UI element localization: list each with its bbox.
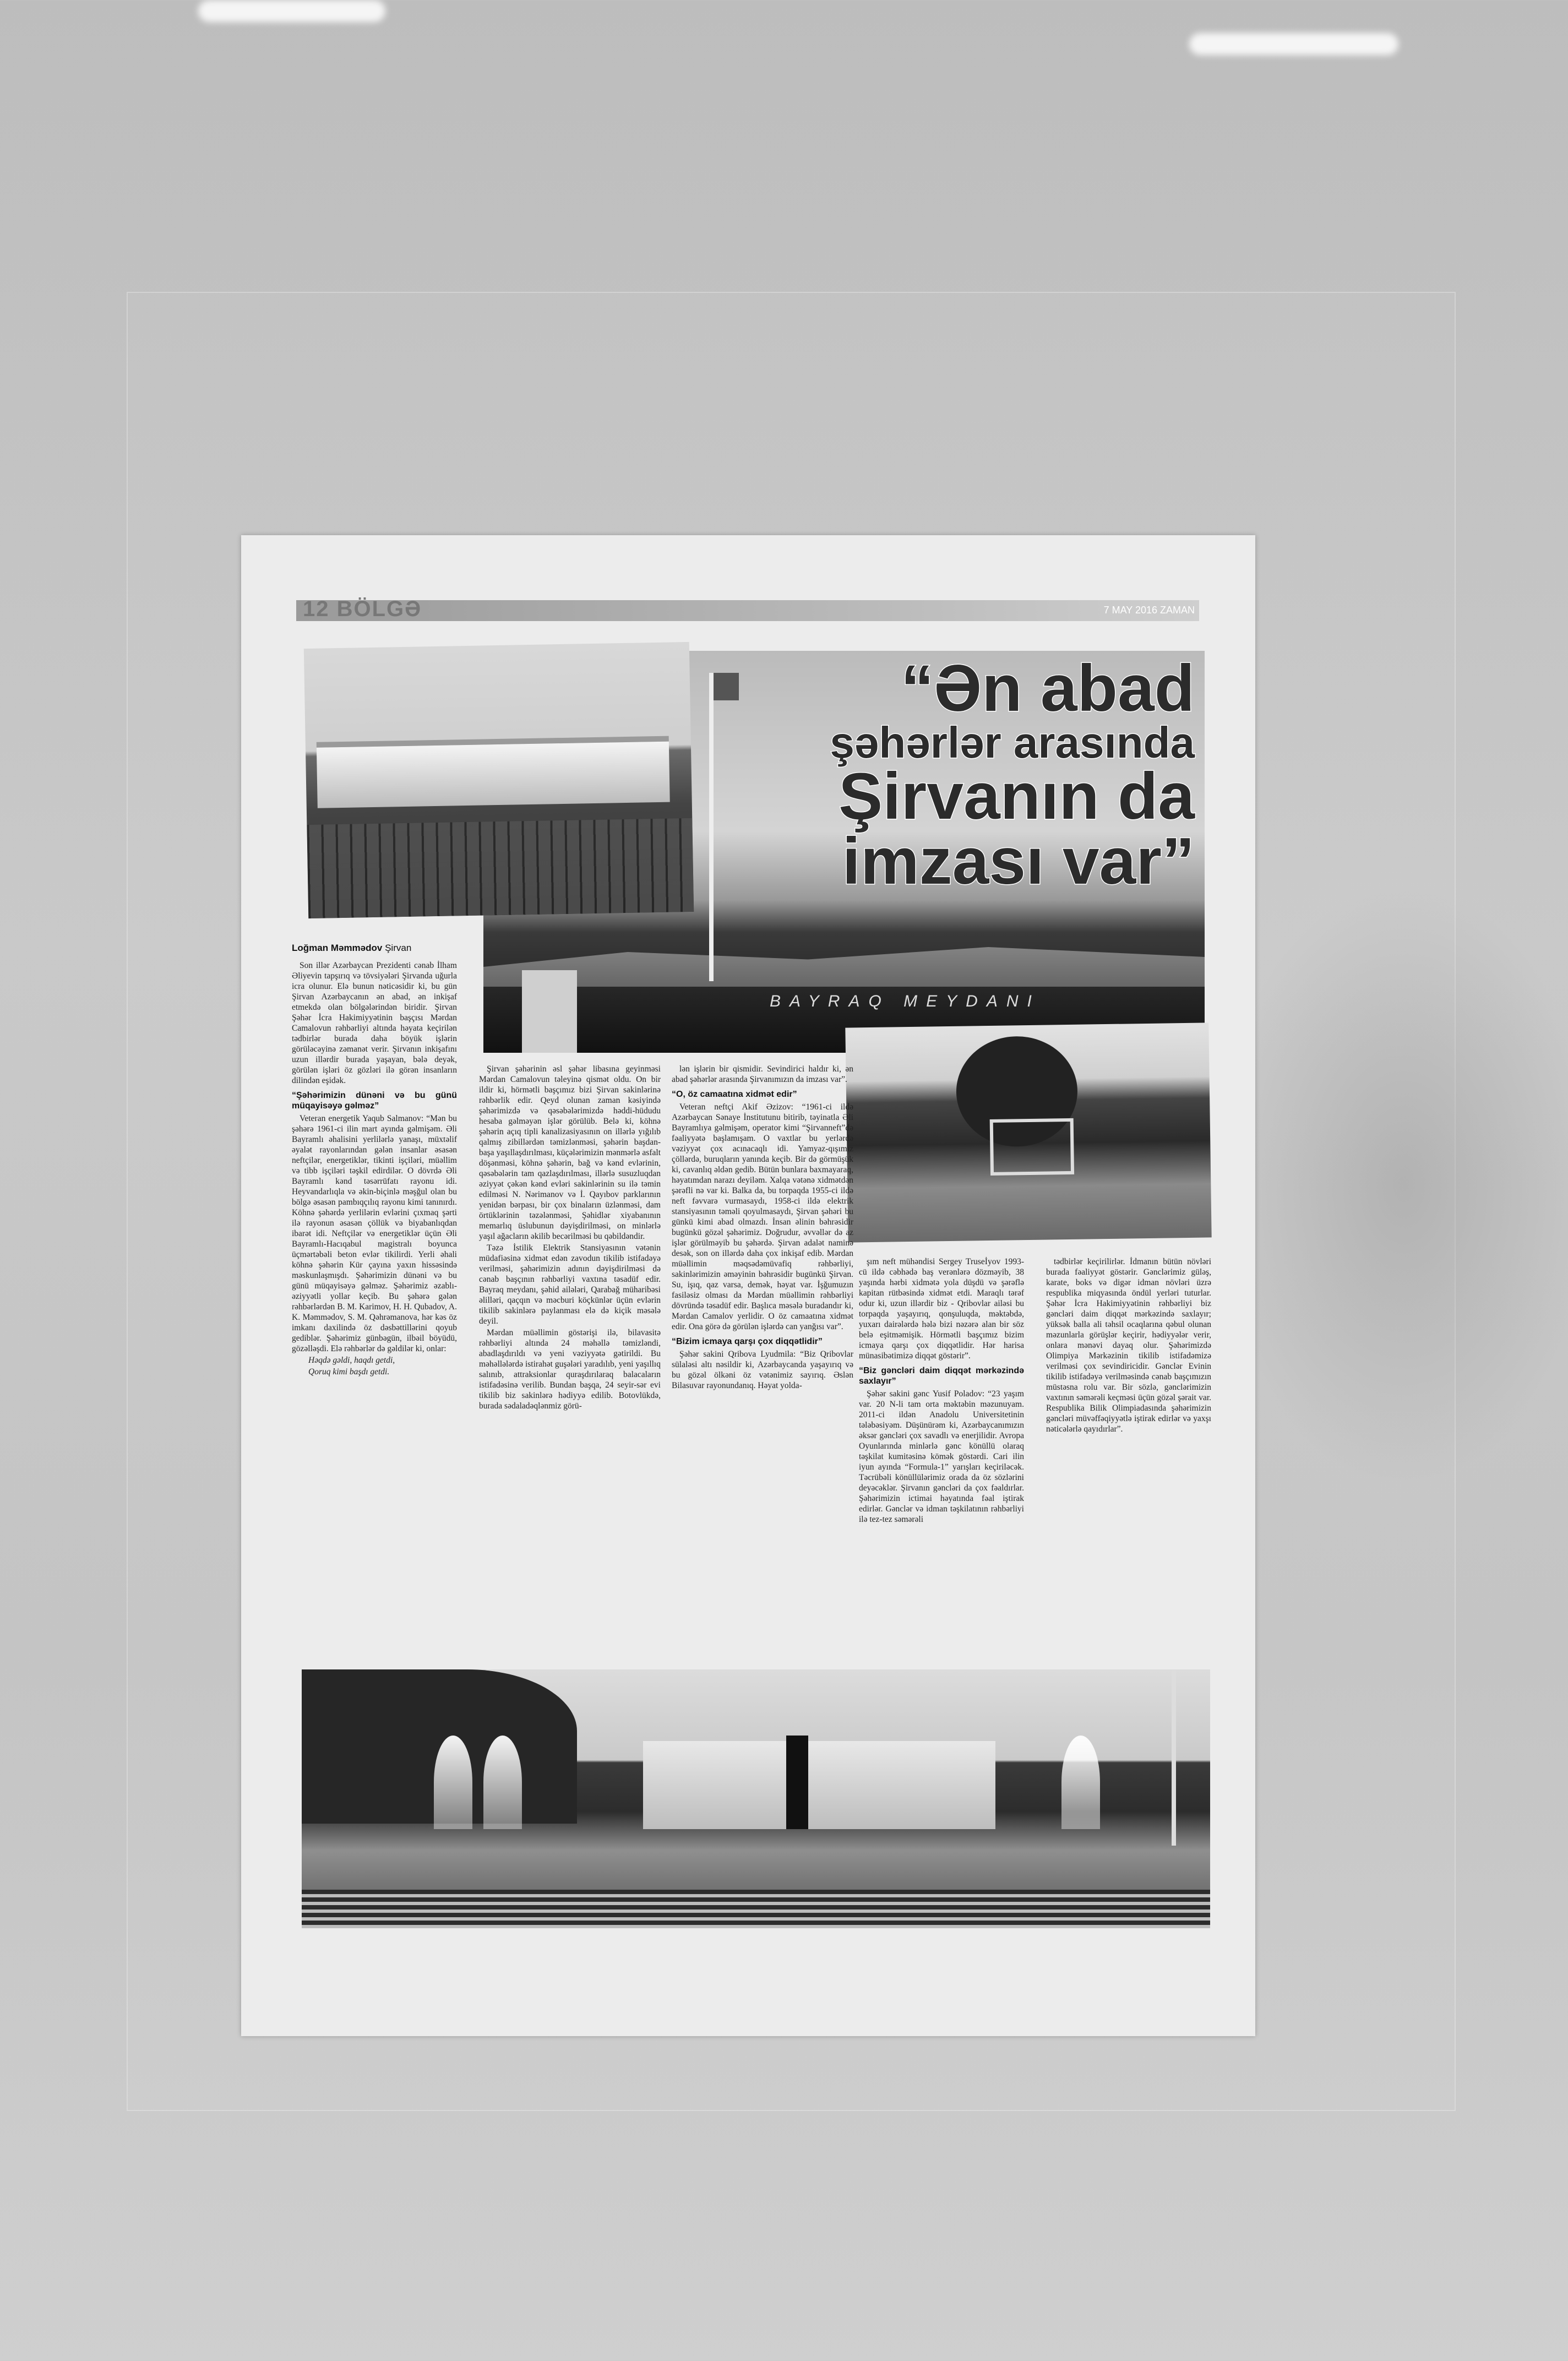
paragraph: şım neft mühəndisi Sergey Truseİyov 1993-cü ildə cəbhədə baş verənlərə dözməyib, 38 yaşında hərbi xidmətə yola düşdü və şərəflə kapitan rütbəsində xidmət etdi. Maraqlı tərəf odur ki, uzun illərdir biz - Qribovlar ailəsi bu torpaqda yaşayırıq, qonşuluqda, məktəbdə, yuxarı dairələrdə hələ bizi nəzərə alan bir söz belə eşitməmişik. Hörmətli başçımız bizim icmaya qarşı çox diqqətlidir. Hər harisa münasibətimizə diqqət göstərir”. xyxy=(859,1257,1024,1361)
byline xyxy=(292,943,411,954)
fountain xyxy=(1061,1736,1100,1829)
headline-line-2: şəhərlər arasında xyxy=(830,717,1195,767)
flag xyxy=(714,673,739,700)
paragraph: Son illər Azərbaycan Prezidenti cənab İlham Əliyevin tapşırıq və tövsiyələri Şirvanda uğurla icra olunur. Elə bunun nəticəsidir ki, bu gün Şirvan Azərbaycanın ən abad, ən inkişaf etmekdə olan bölgələrindən biridir. Şirvan Şəhər İcra Hakimiyyətinin başçısı Mərdan Camalovun rəhbərliyi altında həyata keçirilən tədbirlər burada daha böyük işlərin görüləcəyinə zəmanət verir. Şirvanın inkişafını uzun illərdir burada yaşayan, bələ deyək, görülən işləri öz gözləri ilə görən insanların dilindən eşidək. xyxy=(292,961,457,1085)
paragraph: tədbirlər keçirilirlər. İdmanın bütün növləri burada fəaliyyət göstərir. Gənclərimiz güləş, karate, boks və digər idman növləri üzrə respublika miqyasında öndül yerləri tuturlar. Şəhər İcra Hakimiyyətinin rəhbərliyi biz gəncləri daim diqqət mərkəzində saxlayır; yüksək balla ali təhsil ocaqlarına qəbul olunan məzunlarla görüşlər keçirir, hədiyyələr verir, onlara mənəvi dayaq olur. Şəhərimizdə Olimpiya Mərkəzinin tikilib istifadəmizə verilməsi çox sevindiricidir. Gənclər Evinin tikilib istifadəyə verilməsində cənab başçımızın müstəsna rolu var. Bir sözlə, gənclərimizin vaxtının səmərəli keçməsi üçün gözəl şərait var. Respublika Bilik Olimpiadasında şəhərimizin gəncləri müvəffəqiyyətlə iştirak edirlər və yaxşı nəticələrlə qayıdırlar”. xyxy=(1046,1257,1211,1434)
paragraph: Təzə İstilik Elektrik Stansiyasının vətənin müdafiəsinə xidmət edən zavodun tikilib istifadəyə verilməsi, şəhərimizin adının dəyişdirilməsi də cənab başçının rəhbərliyi vaxtına təsadüf edir. Bayraq meydanı, şəhid ailələri, Qarabağ müharibəsi əlilləri, qaçqın və məcburi köçkünlər üçün evlərin tikilib sakinlərə paylanması elə də kiçik məsələ deyil. xyxy=(479,1243,661,1326)
headline-line-4: imzası var” xyxy=(842,824,1195,898)
fountain xyxy=(483,1736,522,1829)
subheading: “Şəhərimizin dünəni və bu günü müqayisəyə gəlməz” xyxy=(292,1091,457,1111)
photo-caption: BAYRAQ MEYDANI xyxy=(770,992,1041,1010)
city-square-photo xyxy=(302,1669,1210,1928)
article-column-2 xyxy=(479,1064,661,1675)
headline xyxy=(830,651,1195,898)
flagpole xyxy=(1172,1669,1176,1846)
park-structure xyxy=(990,1118,1074,1176)
arch-monument xyxy=(522,970,577,1053)
saplings xyxy=(307,818,694,918)
hills xyxy=(483,937,1205,987)
pavement xyxy=(302,1890,1210,1928)
verse-line: Qoruq kimi başdı getdi. xyxy=(308,1367,390,1377)
paragraph: Şirvan şəhərinin əsl şəhər libasına geyinməsi Mərdan Camalovun təleyinə qismət oldu. On bir ildir ki, hörmətli başçımız bizi Şirvan sakinlərinə rəhbərlik edir. Qeyd olunan zaman kəsiyində şəhərimizdə və qəsəbələrimizdə həddi-hüdudu hesaba gəlməyən işlər görülüb. Belə ki, köhnə şəhərin açıq tipli kanalizasiyasının on illərlə yığılıb qalmış zibillərdən təmizlənməsi, şəhərin başdan-başa yaşıllaşdırılması, küçələrimizin mənmərlə asfalt döşənməsi, köhnə şəhərin, bağ və kənd evlərinin, qəsəbələrin tam qazlaşdırılması, illərlə susuzluqdan əziyyət çəkən kənd evləri sakinlərinin su ilə təmin edilməsi N. Nərimanov və İ. Qayıbov parklarının yenidən bərpası, bir çox binaların üzlənməsi, dam örtüklərinin təzələnməsi, Şəhidlər xiyabanının memarlıq üslubunun dəyişdirilməsi, on minlərlə yaşıl ağacların əkilib becərilməsi bu qəbildəndir. xyxy=(479,1064,661,1241)
author-place: Şirvan xyxy=(385,943,412,953)
issue-date: 7 MAY 2016 ZAMAN xyxy=(1103,605,1195,616)
headline-line-3: Şirvanın da xyxy=(839,759,1195,833)
section-label: 12 BÖLGƏ xyxy=(303,597,422,621)
fountain xyxy=(434,1736,472,1829)
paragraph: Şəhər sakini gənc Yusif Poladov: “23 yaşım var. 20 N-li tam orta məktəbin məzunuyam. 2011-ci ildən Anadolu Universitetinin tələbəsiyəm. Düşünürəm ki, Azərbaycanımızın əksər gəncləri çox savadlı və enerjilidir. Avropa Oyunlarında minlərlə gənc könüllü olaraq təşkilat kumitəsinə kömək göstərdi. Cari ilin iyun ayında “Formula-1” yarışları keçiriləcək. Təcrübəli könüllülərimiz orada da öz sözlərini deyəcəklər. Şirvanın gəncləri da çox fəaldırlar. Şəhərimizin ictimai həyatında fəal iştirak edirlər. Gənclər və idman təşkilatının rəhbərliyi ilə tez-tez səmərəli xyxy=(859,1389,1024,1524)
article-column-1 xyxy=(292,960,457,1671)
statue xyxy=(786,1736,808,1829)
article-column-4 xyxy=(859,1256,1024,1675)
author-name: Loğman Məmmədov xyxy=(292,943,383,953)
section-header-bar xyxy=(296,600,1199,621)
paragraph: Veteran energetik Yaqub Salmanov: “Mən bu şəhərə 1961-ci ilin mart ayında gəlmişəm. Əli Bayramlı əhalisini yerlilərlə yanaşı, müxtəlif əyalət rayonlarından gələn insanlar əsasən neftçilər, energetiklər, tikinti işçiləri, müəllim və tibb işçiləri təşkil edirdilər. O dövrdə Əli Bayramlı kənd təsərrüfatı rayonu idi. Heyvandarlıqla və əkin-biçinlə məşğul olan bu bölgə əsasən pambıqçılıq rayonu kimi tanınırdı. Köhnə şəhərdə yerlilərin evlərini çıxmaq şərti ilə rayonun əsasən çöllük və biyabanlıqdan ibarət idi. Neftçilər və energetiklər üçün Əli Bayramlı-Hacıqabul magistralı boyunca üçmərtəbəli beton evlər tikilirdi. Yerli əhali köhnə şəhərin Kür çayına yaxın hissəsində məskunlaşmışdı. Şəhərimizin dünəni və bu günü müqayisəyə gəlməz. Şəhərimiz əzablı-əziyyətli yollar keçib. Bu şəhərə gələn rəhbərlərdən B. M. Karimov, H. H. Qubadov, A. K. Məmmədov, S. M. Qəhrəmanova, hər kəs öz imkanı daxilində öz dəsbəttillərini qoyub gediblər. Şəhərimiz günbəgün, ilbəil böyüdü, gözəlləşdi. Elə rəhbərlər də gəldilər ki, onlar: xyxy=(292,1114,457,1353)
paragraph: Veteran neftçi Akif Əzizov: “1961-ci ildə Azərbaycan Sənaye İnstitutunu bitirib, təyinatla Əli Bayramlıya gəlmişəm, operator kimi “Şirvanneft”də fəaliyyətə başlamışam. O vaxtlar bu yerlərdə vəziyyət çox acınacaqlı idi. Yamyaz-qışımız çöllərdə, buruqların yanında keçib. Bir də görmüşük ki, cavanlıq əldən gedib. Bütün bunlara baxmayaraq, həyatımdan narazı deyiləm. Xalqa vətənə xidmətdən şərəfli nə var ki. Balka da, bu torpaqda 1955-ci ildə neft fəvvarə vurmasaydı, 1958-ci ildə elektrik stansiyasının təməli qoyulmasaydı, Şirvan şəhəri bu günkü kimi abad olmazdı. İnsan əlinin bəhrəsidir bugünkü gözəl şəhərimiz. Doğrudur, əvvəllər də az işlər görülməyib bu şəhərdə. Şirvan adalət naminə desək, son on illərdə daha çox inkişaf edib. Mərdan müəllimin məqsədəmüvafiq rəhbərliyi, sakinlərimizin əməyinin bəhrəsidir bugünkü Şirvan. Su, işıq, qaz varsa, demək, həyat var. İşğumuzın fasiləsiz olması da Mərdan müəllimin rəhbərliyi dövründə təsadüf edir. Başlıca məsələ buradandır ki, Mərdan Camalov yerlidir. O öz camaatına xidmət edir. Ona görə də görülən işlərdə can yanğısı var”. xyxy=(672,1102,853,1331)
article-column-3 xyxy=(672,1064,853,1675)
flagpole xyxy=(709,673,714,981)
newspaper-page xyxy=(241,535,1255,2036)
factory-photo xyxy=(304,642,694,918)
light-glare-left xyxy=(198,0,385,22)
subheading: “Bizim icmaya qarşı çox diqqətlidir” xyxy=(672,1337,823,1346)
paragraph: Şəhər sakini Qribova Lyudmila: “Biz Qribovlar sülaləsi altı nəsildir ki, Azərbaycanda yaşayırıq və bu gözəl ölkəni öz vətənimiz sayırıq. Əslən Bilasuvar rayonundanıq. Həyat yolda- xyxy=(672,1350,853,1390)
colonnade-building xyxy=(643,1741,995,1829)
light-glare-right xyxy=(1189,33,1398,55)
shadow xyxy=(1211,881,1568,1487)
article-column-5 xyxy=(1046,1256,1211,1581)
park-photo xyxy=(845,1022,1211,1242)
paragraph: lən işlərin bir qismidir. Sevindirici haldır ki, ən abad şəhərlər arasında Şirvanımızın da imzası var”. xyxy=(672,1064,853,1084)
headline-line-1: “Ən abad xyxy=(901,651,1195,725)
paragraph: Mərdan müəllimin göstərişi ilə, bilavasitə rəhbərliyi altında 24 məhəllə təmizləndi, abadlaşdırıldı və yeni vəziyyətə gətirildi. Bu məhəllələrdə istirahət guşələri yaradılıb, yeni yaşıllıq salınıb, attraksionlar quraşdırılaraq balacaların istifadəsinə verilib. Bundan başqa, 24 seyir-sər evi tikilib biz sakinlərə hədiyyə edilib. Botovlükdə, burada sədaladəqlənmiz görü- xyxy=(479,1328,661,1411)
subheading: “O, öz camaatına xidmət edir” xyxy=(672,1090,797,1099)
verse-line: Həqdə gəldi, haqdı getdi, xyxy=(308,1356,395,1365)
factory-building xyxy=(317,736,670,808)
subheading: “Biz gəncləri daim diqqət mərkəzində saxlayır” xyxy=(859,1366,1024,1386)
